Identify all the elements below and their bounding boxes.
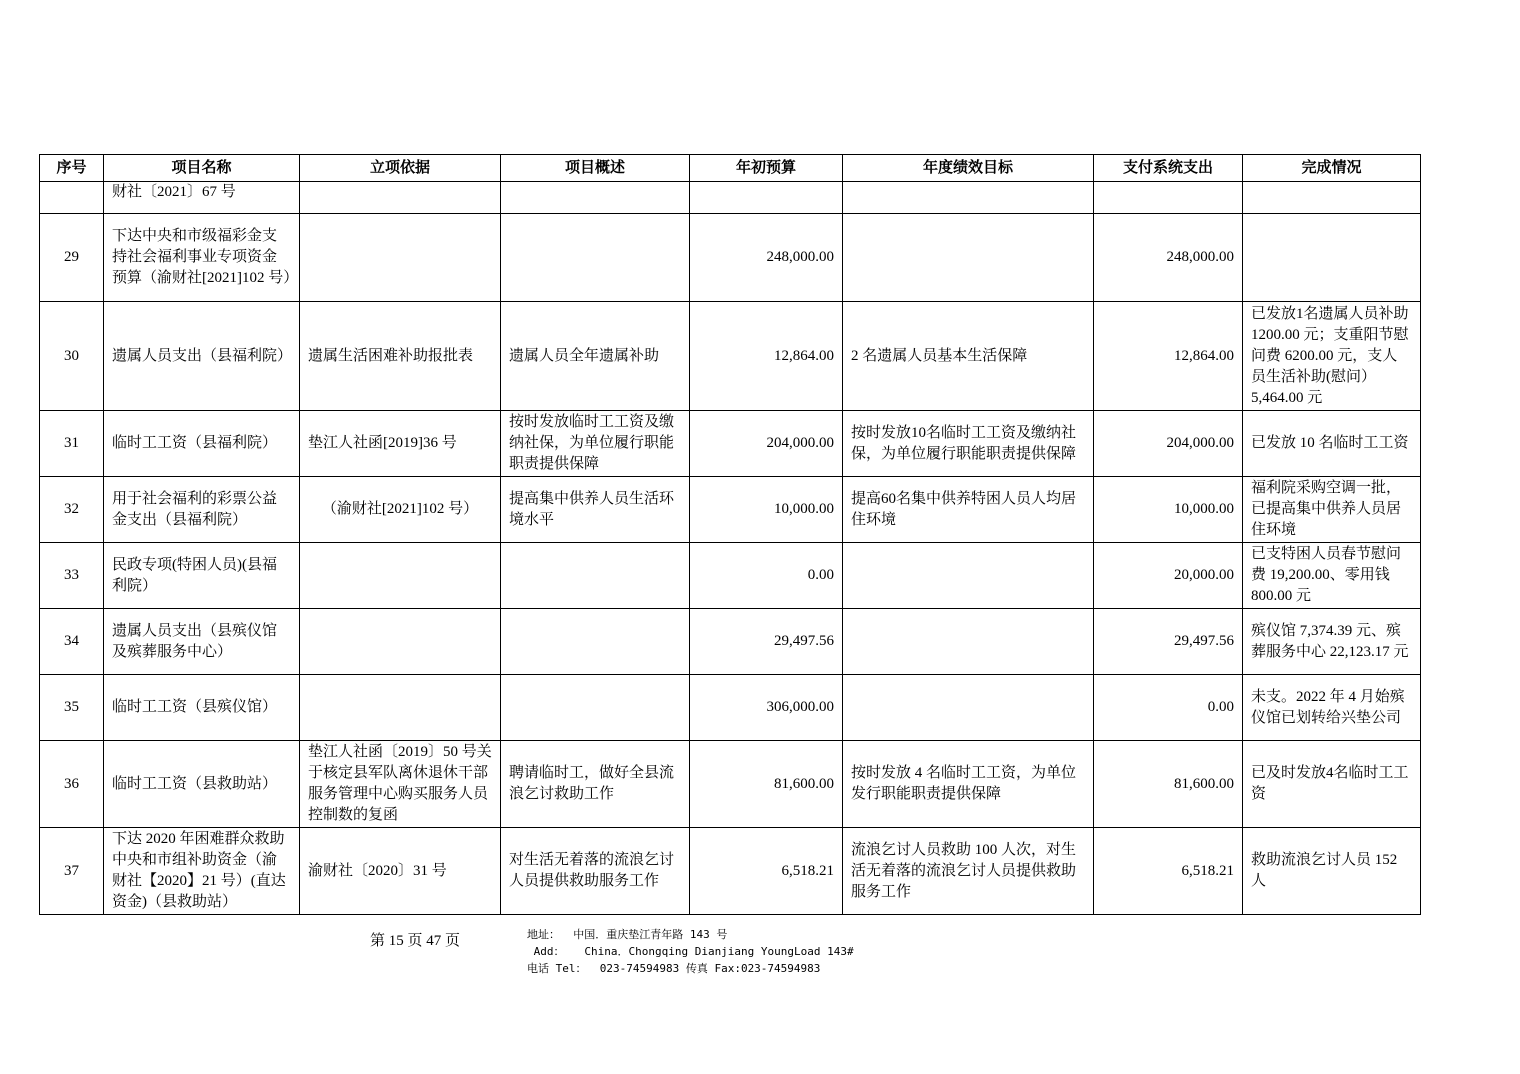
cell-budget: 81,600.00 — [690, 741, 843, 828]
cell-no: 35 — [40, 675, 104, 741]
header-name: 项目名称 — [104, 155, 300, 182]
cell-goal — [843, 609, 1094, 675]
table-row — [40, 411, 1421, 477]
table-row — [40, 543, 1421, 609]
cell-status — [1243, 182, 1421, 214]
cell-name: 民政专项(特困人员)(县福利院） — [104, 543, 300, 609]
cell-no: 31 — [40, 411, 104, 477]
cell-basis — [300, 609, 501, 675]
cell-status: 救助流浪乞讨人员 152 人 — [1243, 828, 1421, 915]
cell-basis: 渝财社〔2020〕31 号 — [300, 828, 501, 915]
cell-budget: 248,000.00 — [690, 214, 843, 302]
cell-goal — [843, 182, 1094, 214]
header-no: 序号 — [40, 155, 104, 182]
cell-paid: 204,000.00 — [1094, 411, 1243, 477]
cell-goal: 提高60名集中供养特困人员人均居住环境 — [843, 477, 1094, 543]
cell-status: 殡仪馆 7,374.39 元、殡葬服务中心 22,123.17 元 — [1243, 609, 1421, 675]
cell-goal: 按时发放 4 名临时工工资，为单位发行职能职责提供保障 — [843, 741, 1094, 828]
cell-name: 用于社会福利的彩票公益金支出（县福利院） — [104, 477, 300, 543]
cell-paid: 248,000.00 — [1094, 214, 1243, 302]
cell-no: 30 — [40, 302, 104, 411]
cell-paid: 0.00 — [1094, 675, 1243, 741]
cell-basis — [300, 675, 501, 741]
cell-summary: 提高集中供养人员生活环境水平 — [501, 477, 690, 543]
cell-no — [40, 182, 104, 214]
cell-name: 临时工工资（县福利院） — [104, 411, 300, 477]
table-row — [40, 214, 1421, 302]
cell-name: 遗属人员支出（县殡仪馆及殡葬服务中心） — [104, 609, 300, 675]
cell-basis: （渝财社[2021]102 号） — [300, 477, 501, 543]
cell-budget: 6,518.21 — [690, 828, 843, 915]
cell-summary — [501, 543, 690, 609]
table-row — [40, 828, 1421, 915]
cell-status — [1243, 214, 1421, 302]
footer-address-en: Add： China．Chongqing Dianjiang YoungLoad 143# — [527, 945, 854, 958]
cell-budget: 204,000.00 — [690, 411, 843, 477]
cell-goal — [843, 675, 1094, 741]
budget-table — [39, 154, 1421, 915]
cell-basis — [300, 543, 501, 609]
cell-status: 已及时发放4名临时工工资 — [1243, 741, 1421, 828]
header-goal: 年度绩效目标 — [843, 155, 1094, 182]
cell-paid: 20,000.00 — [1094, 543, 1243, 609]
cell-paid: 29,497.56 — [1094, 609, 1243, 675]
cell-paid: 81,600.00 — [1094, 741, 1243, 828]
cell-name: 遗属人员支出（县福利院） — [104, 302, 300, 411]
cell-goal: 2 名遗属人员基本生活保障 — [843, 302, 1094, 411]
table-row — [40, 741, 1421, 828]
cell-no: 29 — [40, 214, 104, 302]
cell-summary: 遗属人员全年遗属补助 — [501, 302, 690, 411]
footer-address: 地址： 中国．重庆垫江青年路 143 号 — [527, 928, 728, 941]
cell-basis: 遗属生活困难补助报批表 — [300, 302, 501, 411]
cell-name: 财社〔2021〕67 号 — [104, 182, 300, 214]
header-status: 完成情况 — [1243, 155, 1421, 182]
cell-summary — [501, 214, 690, 302]
cell-goal: 流浪乞讨人员救助 100 人次，对生活无着落的流浪乞讨人员提供救助服务工作 — [843, 828, 1094, 915]
header-basis: 立项依据 — [300, 155, 501, 182]
cell-budget — [690, 182, 843, 214]
cell-status: 已发放 10 名临时工工资 — [1243, 411, 1421, 477]
cell-status: 福利院采购空调一批，已提高集中供养人员居住环境 — [1243, 477, 1421, 543]
cell-summary — [501, 609, 690, 675]
cell-budget: 29,497.56 — [690, 609, 843, 675]
cell-paid — [1094, 182, 1243, 214]
cell-paid: 10,000.00 — [1094, 477, 1243, 543]
footer-phone: 电话 Tel： 023-74594983 传真 Fax:023-74594983 — [527, 962, 821, 975]
cell-no: 34 — [40, 609, 104, 675]
cell-status: 已支特困人员春节慰问费 19,200.00、零用钱 800.00 元 — [1243, 543, 1421, 609]
footer-contact — [527, 926, 854, 977]
cell-no: 36 — [40, 741, 104, 828]
cell-summary: 聘请临时工，做好全县流浪乞讨救助工作 — [501, 741, 690, 828]
cell-no: 33 — [40, 543, 104, 609]
table-row — [40, 477, 1421, 543]
header-budget: 年初预算 — [690, 155, 843, 182]
cell-summary — [501, 675, 690, 741]
cell-budget: 306,000.00 — [690, 675, 843, 741]
cell-no: 32 — [40, 477, 104, 543]
cell-name: 临时工工资（县殡仪馆） — [104, 675, 300, 741]
cell-summary — [501, 182, 690, 214]
page-number: 第 15 页 47 页 — [370, 933, 461, 949]
cell-basis — [300, 182, 501, 214]
table-row — [40, 609, 1421, 675]
cell-budget: 10,000.00 — [690, 477, 843, 543]
cell-summary: 对生活无着落的流浪乞讨人员提供救助服务工作 — [501, 828, 690, 915]
cell-name: 临时工工资（县救助站） — [104, 741, 300, 828]
header-paid: 支付系统支出 — [1094, 155, 1243, 182]
table-row — [40, 302, 1421, 411]
cell-name: 下达 2020 年困难群众救助中央和市组补助资金（渝财社【2020】21 号）(直达资金)（县救助站） — [104, 828, 300, 915]
cell-status: 未支。2022 年 4 月始殡仪馆已划转给兴垫公司 — [1243, 675, 1421, 741]
cell-status: 已发放1名遗属人员补助 1200.00 元；支重阳节慰问费 6200.00 元，支人员生活补助(慰问）5,464.00 元 — [1243, 302, 1421, 411]
cell-basis: 垫江人社函[2019]36 号 — [300, 411, 501, 477]
cell-basis — [300, 214, 501, 302]
cell-budget: 0.00 — [690, 543, 843, 609]
header-summary: 项目概述 — [501, 155, 690, 182]
cell-no: 37 — [40, 828, 104, 915]
cell-paid: 12,864.00 — [1094, 302, 1243, 411]
cell-name: 下达中央和市级福彩金支持社会福利事业专项资金预算（渝财社[2021]102 号） — [104, 214, 300, 302]
table-header-row — [40, 155, 1421, 182]
cell-budget: 12,864.00 — [690, 302, 843, 411]
table-row — [40, 182, 1421, 214]
cell-basis: 垫江人社函〔2019〕50 号关于核定县军队离休退休干部服务管理中心购买服务人员控制数的复函 — [300, 741, 501, 828]
cell-goal — [843, 543, 1094, 609]
table-row — [40, 675, 1421, 741]
cell-goal — [843, 214, 1094, 302]
cell-goal: 按时发放10名临时工工资及缴纳社保，为单位履行职能职责提供保障 — [843, 411, 1094, 477]
cell-summary: 按时发放临时工工资及缴纳社保，为单位履行职能职责提供保障 — [501, 411, 690, 477]
cell-paid: 6,518.21 — [1094, 828, 1243, 915]
